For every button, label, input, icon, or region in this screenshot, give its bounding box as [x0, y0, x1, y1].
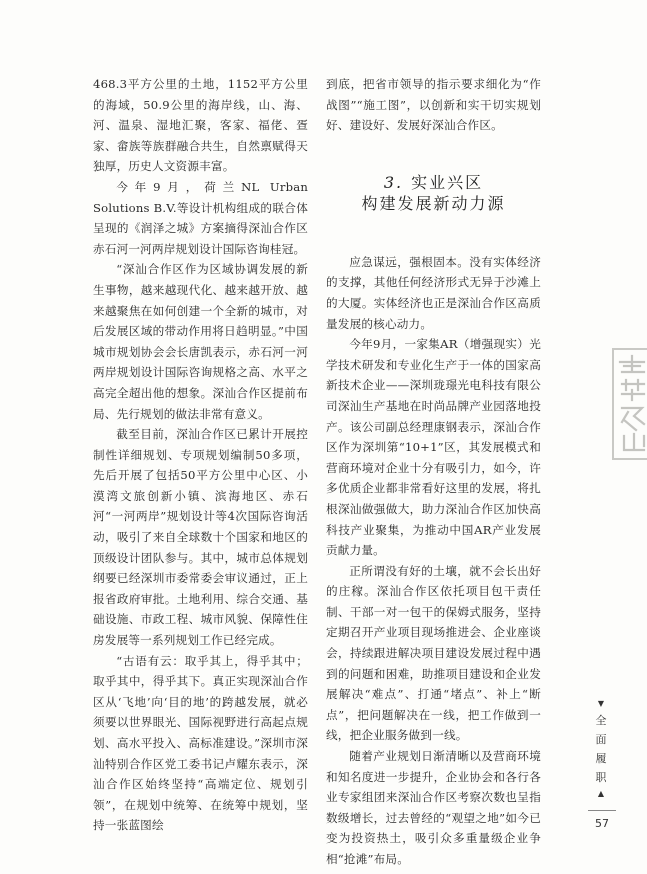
up-triangle-icon: ▲ [597, 789, 605, 798]
section-title-line2: 构建发展新动力源 [361, 193, 506, 213]
section-heading [326, 172, 541, 214]
paragraph: 今年9月，一家集AR（增强现实）光学技术研发和专业化生产于一体的国家高新技术企业——深圳珑璟光电科技有限公司深汕生产基地在时尚品牌产业园落地投产。该公司副总经理康钢表示，深汕合作区作为深圳第“10+1”区，其发展模式和营商环境对企业十分有吸引力，如今，许多优质企业都非常看好这里的发展，将扎根深汕做强做大，助力深汕合作区加快高科技产业聚集，为推动中国AR产业发展贡献力量。 [326, 337, 541, 558]
nav-char: 全 [595, 714, 607, 727]
right-column [326, 74, 541, 870]
paragraph: 正所谓没有好的土壤，就不会长出好的庄稼。深汕合作区依托项目包干责任制、干部一对一包干的保姆式服务，坚持定期召开产业项目现场推进会、企业座谈会，持续跟进解决项目建设发展过程中遇到的问题和困难，助推项目建设和企业发展解决“难点”、打通“堵点”、补上“断点”，把问题解决在一线，把工作做到一线，把企业服务做到一线。 [326, 563, 541, 743]
left-column [93, 74, 308, 836]
nav-char: 履 [595, 752, 607, 765]
section-title-line1: 实业兴区 [411, 172, 484, 192]
nav-char: 面 [595, 733, 607, 746]
paragraph: 应急谋远，强根固本。没有实体经济的支撑，其他任何经济形式无异于沙滩上的大厦。实体经济也正是深汕合作区高质量发展的核心动力。 [326, 254, 541, 331]
down-triangle-icon: ▼ [597, 699, 605, 708]
section-nav [593, 697, 609, 801]
paragraph: 468.3平方公里的土地，1152平方公里的海域，50.9公里的海岸线，山、海、河、温泉、湿地汇聚，客家、福佬、疍家、畲族等族群融合共生，自然禀赋得天独厚，历史人文资源丰富。 [93, 77, 308, 174]
paragraph: 今年9月，荷兰NL Urban Solutions B.V.等设计机构组成的联合体呈现的《润泽之城》方案摘得深汕合作区赤石河一河两岸规划设计国际咨询桂冠。 [93, 179, 308, 256]
seal-stamp-icon [612, 348, 647, 460]
paragraph: 随着产业规划日渐清晰以及营商环境和知名度进一步提升，企业协会和各行各业专家组团来深汕合作区考察次数也呈指数级增长，过去曾经的“观望之地”如今已变为投资热土，吸引众多重量级企业争相“抢滩”布局。 [326, 749, 541, 866]
paragraph: 到底，把省市领导的指示要求细化为“作战图”“施工图”，以创新和实干切实规划好、建设好、发展好深汕合作区。 [326, 77, 541, 133]
page-number: 57 [588, 810, 616, 830]
paragraph: “古语有云：取乎其上，得乎其中；取乎其中，得乎其下。真正实现深汕合作区从‘飞地’向‘目的地’的跨越发展，就必须要以世界眼光、国际视野进行高起点规划、高水平投入、高标准建设。”深圳市深汕特别合作区党工委书记卢耀东表示，深汕合作区始终坚持“高端定位、规划引领”，在规划中统筹、在统筹中规划，坚持一张蓝图绘 [93, 653, 308, 833]
section-number: 3. [383, 172, 404, 192]
paragraph: “深汕合作区作为区域协调发展的新生事物，越来越现代化、越来越开放、越来越聚焦在如何创建一个全新的城市，对后发展区域的带动作用将日趋明显。”中国城市规划协会会长唐凯表示，赤石河一河两岸规划设计国际咨询规格之高、水平之高完全超出他的想象。深汕合作区提前布局、先行规划的做法非常有意义。 [93, 262, 308, 421]
paragraph: 截至目前，深汕合作区已累计开展控制性详细规划、专项规划编制50多项，先后开展了包括50平方公里中心区、小漠湾文旅创新小镇、滨海地区、赤石河“一河两岸”规划设计等4次国际咨询活动，吸引了来自全球数十个国家和地区的顶级设计团队参与。其中，城市总体规划纲要已经深圳市委常委会审议通过，正上报省政府审批。土地利用、综合交通、基础设施、市政工程、城市风貌、保障性住房发展等一系列规划工作已经完成。 [93, 427, 308, 648]
nav-char: 职 [595, 771, 607, 784]
